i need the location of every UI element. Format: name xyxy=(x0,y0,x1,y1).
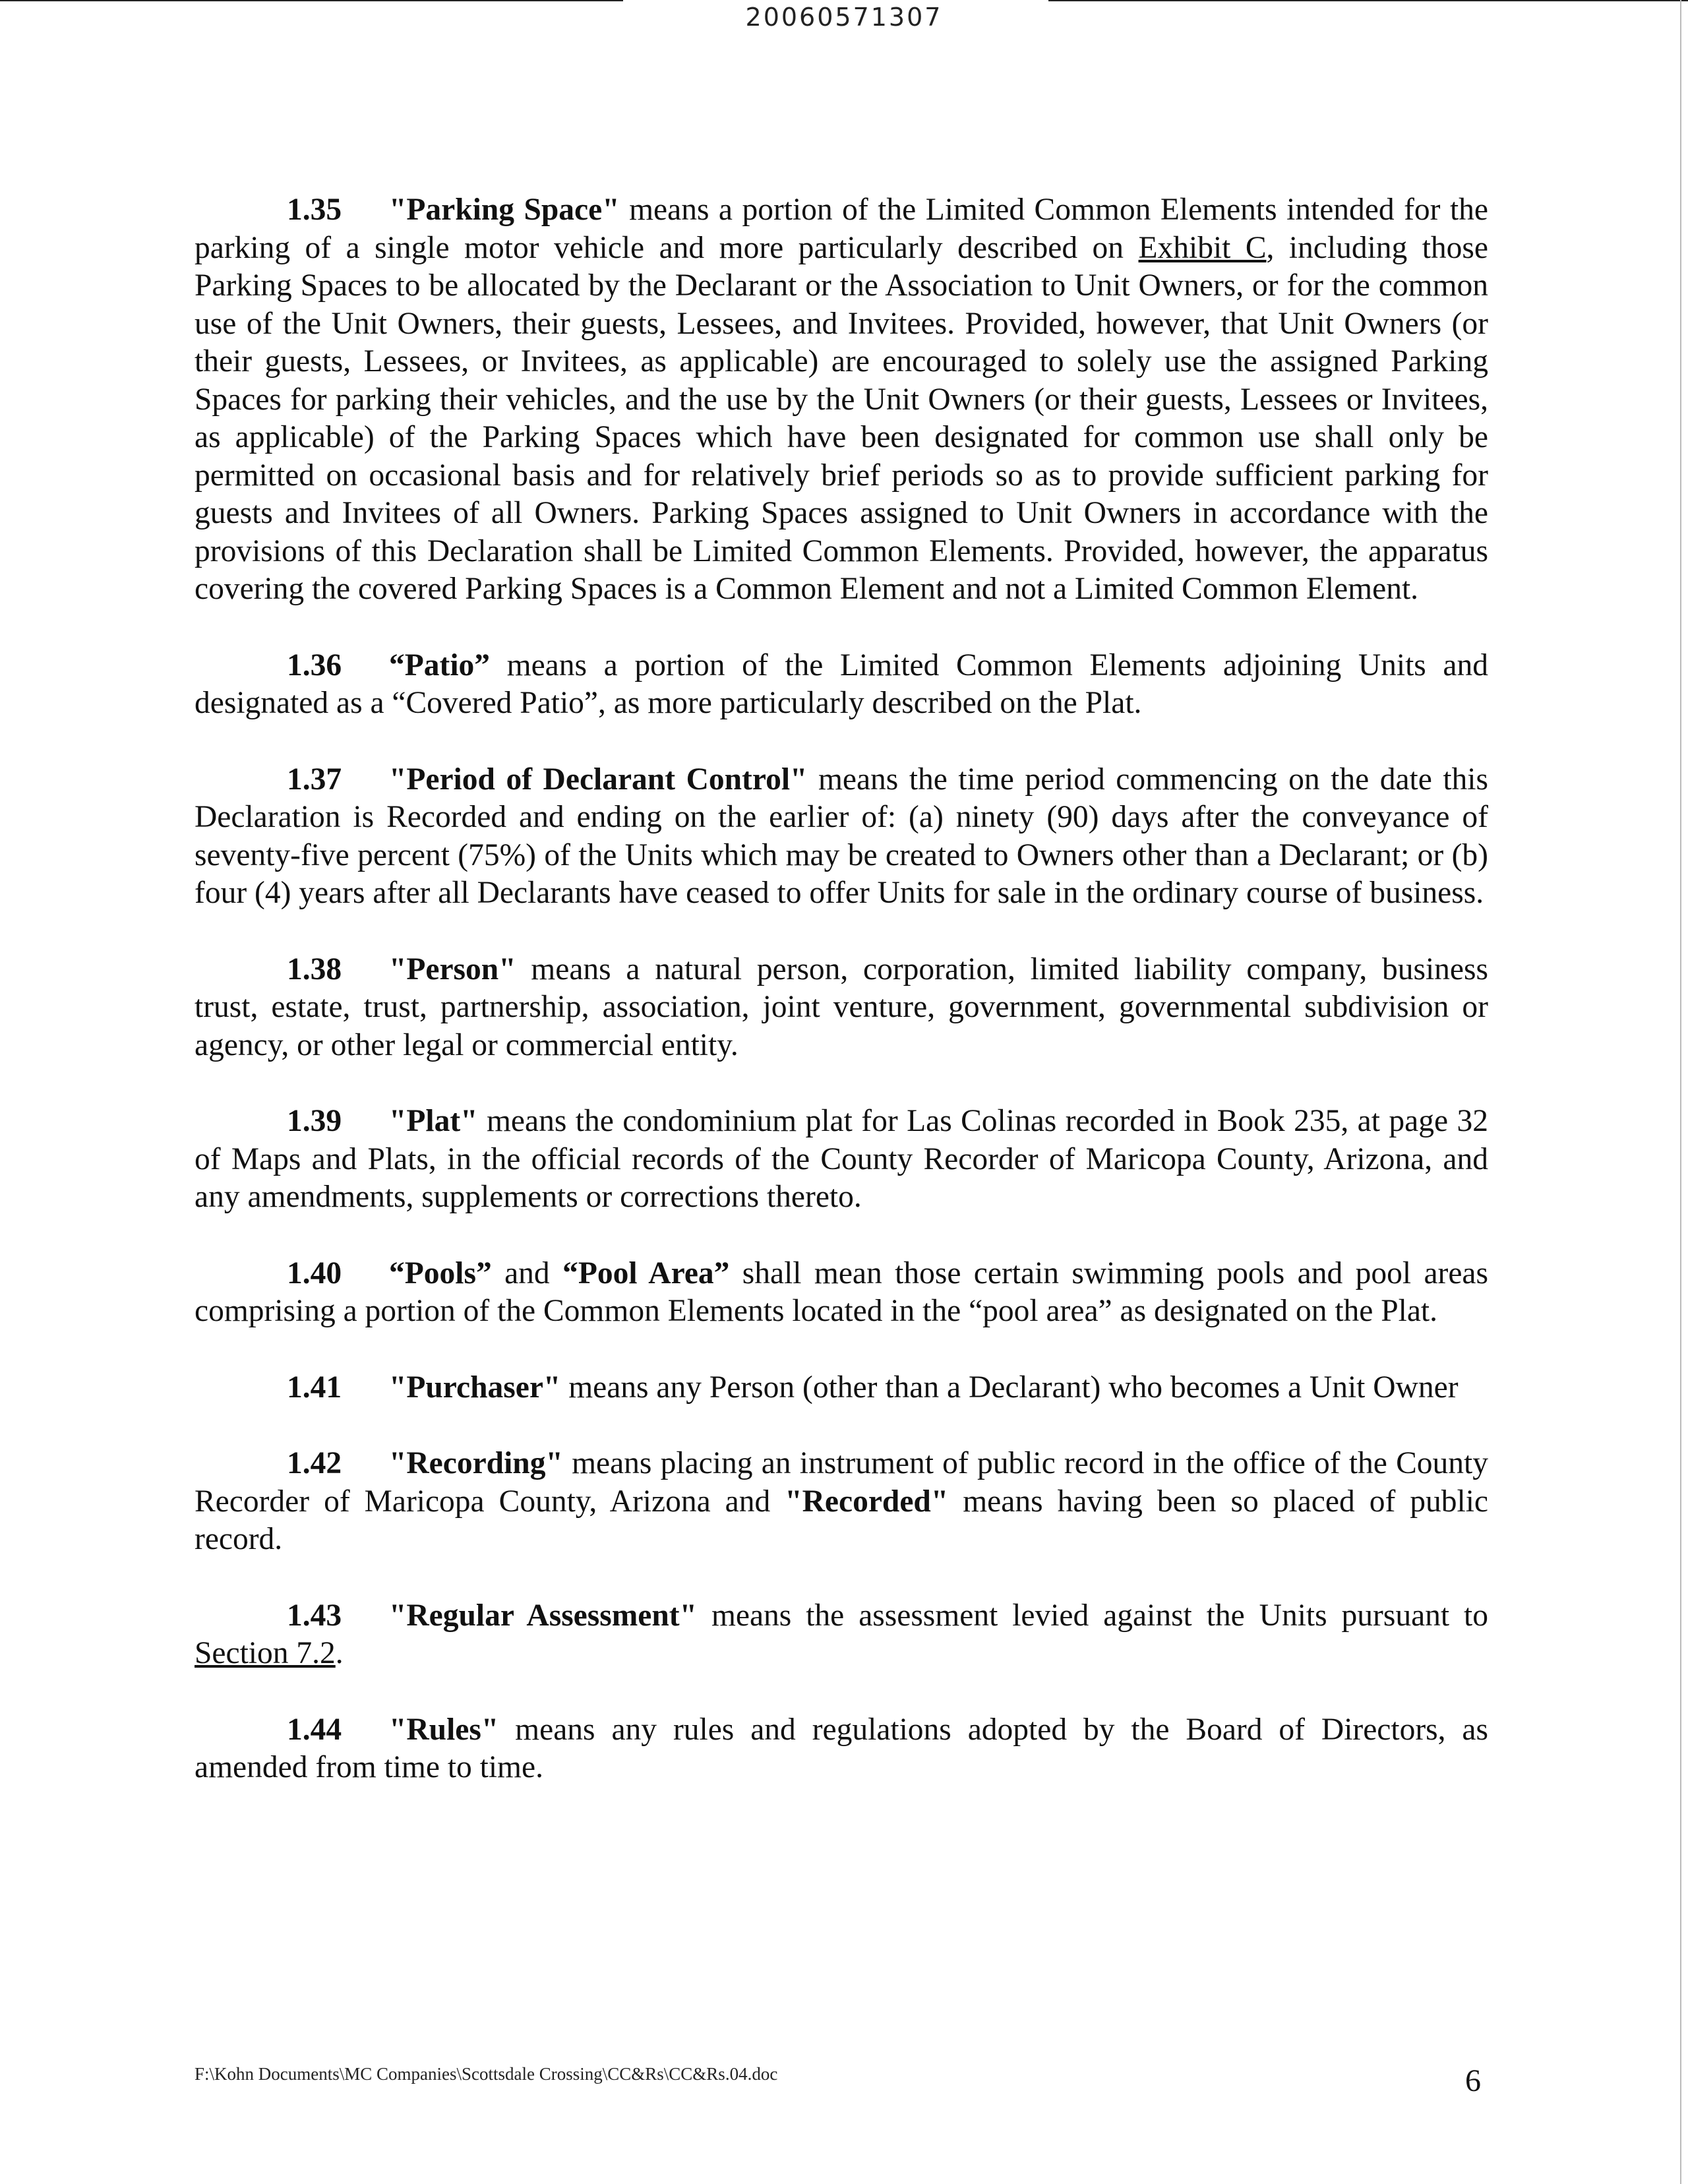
definition-1-44 xyxy=(195,1711,1488,1787)
definition-connector: and xyxy=(491,1256,563,1290)
section-number: 1.38 xyxy=(287,952,342,986)
defined-term: “Patio” xyxy=(389,648,491,682)
definition-text-continued: . xyxy=(335,1636,344,1670)
definition-1-42 xyxy=(195,1445,1488,1559)
section-number: 1.39 xyxy=(287,1104,342,1138)
definition-1-38 xyxy=(195,951,1488,1065)
section-number: 1.36 xyxy=(287,648,342,682)
definition-text: means a natural person, corporation, limited liability company, business trust, estate, trust, partnership, association, joint venture, government, governmental subdivision or agency, or other legal or commercial entity. xyxy=(195,952,1488,1062)
page-number: 6 xyxy=(1465,2063,1481,2098)
section-number: 1.43 xyxy=(287,1598,342,1633)
definition-text: means the time period commencing on the date this Declaration is Recorded and ending on the earlier of: (a) ninety (90) days after the conveyance of seventy-five percent (75%) of the Units which may be created to Owners other than a Declarant; or (b) four (4) years after all Declarants have ceased to offer Units for sale in the ordinary course of business. xyxy=(195,762,1488,910)
recording-number: 20060571307 xyxy=(745,3,943,32)
section-number: 1.41 xyxy=(287,1370,342,1405)
defined-term-secondary: “Pool Area” xyxy=(562,1256,730,1290)
scan-edge-right xyxy=(1680,0,1681,2184)
definition-1-39 xyxy=(195,1103,1488,1217)
defined-term: "Period of Declarant Control" xyxy=(389,762,808,797)
definition-text: means the assessment levied against the Units pursuant to xyxy=(697,1598,1488,1633)
definition-text: means a portion of the Limited Common Elements adjoining Units and designated as a “Covered Patio”, as more particularly described on the Plat. xyxy=(195,648,1488,720)
section-number: 1.40 xyxy=(287,1256,342,1290)
definition-text: means any Person (other than a Declarant) who becomes a Unit Owner xyxy=(560,1370,1459,1405)
defined-term: "Regular Assessment" xyxy=(389,1598,697,1633)
scan-edge-top-right xyxy=(1048,0,1688,1)
scan-edge-top-left xyxy=(0,0,623,1)
defined-term: "Person" xyxy=(389,952,516,986)
definition-text: shall mean those certain swimming pools and pool areas comprising a portion of the Common Elements located in the “pool area” as designated on the Plat. xyxy=(195,1256,1489,1328)
definition-1-43 xyxy=(195,1597,1488,1673)
defined-term: "Parking Space" xyxy=(389,193,620,227)
definition-text: means the condominium plat for Las Colinas recorded in Book 235, at page 32 of Maps and Plats, in the official records of the County Recorder of Maricopa County, Arizona, and any amendments, supplements or corrections thereto. xyxy=(195,1104,1488,1214)
definition-1-36 xyxy=(195,647,1488,723)
section-number: 1.42 xyxy=(287,1446,342,1480)
section-number: 1.44 xyxy=(287,1712,342,1747)
definition-1-41 xyxy=(195,1369,1488,1407)
exhibit-reference: Exhibit C xyxy=(1138,230,1267,265)
definition-text-continued: , including those Parking Spaces to be allocated by the Declarant or the Association to Unit Owners, or for the common use of the Unit Owners, their guests, Lessees, and Invitees. Provided, however, that Unit Owners (or their guests, Lessees, or Invitees, as applicable) are encouraged to solely use the assigned Parking Spaces for parking their vehicles, and the use by the Unit Owners (or their guests, Lessees or Invitees, as applicable) of the Parking Spaces which have been designated for common use shall only be permitted on occasional basis and for relatively brief periods so as to provide sufficient parking for guests and Invitees of all Owners. Parking Spaces assigned to Unit Owners in accordance with the provisions of this Declaration shall be Limited Common Elements. Provided, however, the apparatus covering the covered Parking Spaces is a Common Element and not a Limited Common Element. xyxy=(195,230,1488,606)
defined-term: “Pools” xyxy=(389,1256,492,1290)
definition-1-37 xyxy=(195,761,1488,913)
defined-term-secondary: "Recorded" xyxy=(785,1484,949,1519)
definition-text: means any rules and regulations adopted by the Board of Directors, as amended from time to time. xyxy=(195,1712,1488,1784)
definition-connector: means placing an instrument of public record in the office of the County Recorder of Maricopa County, Arizona and xyxy=(195,1446,1488,1519)
definition-1-40 xyxy=(195,1255,1488,1331)
section-reference: Section 7.2 xyxy=(195,1636,336,1670)
section-number: 1.37 xyxy=(287,762,342,797)
defined-term: "Rules" xyxy=(389,1712,499,1747)
definition-1-35 xyxy=(195,191,1488,609)
document-body xyxy=(195,191,1488,1825)
definition-text: means having been so placed of public record. xyxy=(195,1484,1488,1556)
defined-term: "Recording" xyxy=(389,1446,563,1480)
defined-term: "Plat" xyxy=(389,1104,478,1138)
definition-text: means a portion of the Limited Common Elements intended for the parking of a single motor vehicle and more particularly described on xyxy=(195,193,1489,265)
footer-file-path: F:\Kohn Documents\MC Companies\Scottsdale Crossing\CC&Rs\CC&Rs.04.doc xyxy=(195,2064,778,2084)
section-number: 1.35 xyxy=(287,193,342,227)
defined-term: "Purchaser" xyxy=(389,1370,561,1405)
